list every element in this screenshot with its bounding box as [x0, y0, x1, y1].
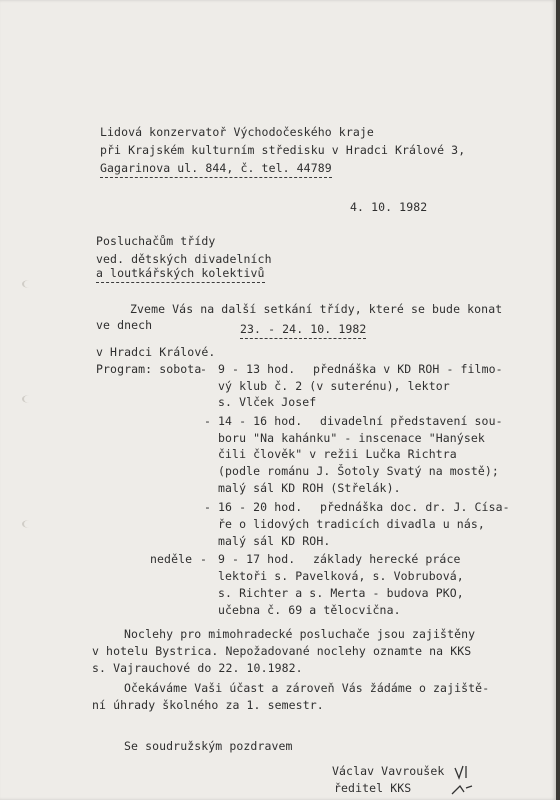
- punch-hole-mark: [22, 395, 36, 403]
- program-item-text: malý sál KD ROH (Střelák).: [218, 481, 401, 495]
- event-dates: 23. - 24. 10. 1982: [240, 322, 366, 339]
- program-item-text: ře o lidových tradicích divadla u nás,: [218, 517, 485, 531]
- dash-marker: -: [204, 414, 212, 428]
- program-item-text: čili člověk" v režii Lučka Richtra: [218, 447, 457, 461]
- sender-line-2: při Krajském kulturním středisku v Hradci Králové 3,: [100, 143, 466, 157]
- program-saturday-label: Program: sobota: [96, 362, 202, 376]
- program-item-text: přednáška doc. dr. J. Císa-: [320, 500, 510, 514]
- letter-date: 4. 10. 1982: [350, 200, 428, 214]
- dash-marker: -: [204, 500, 212, 514]
- sender-line-1: Lidová konzervatoř Východočeského kraje: [100, 125, 374, 139]
- addressee-line-2: ved. dětských divadelních: [96, 252, 272, 266]
- lodging-line-3: s. Vajrauchové do 22. 10.1982.: [92, 661, 303, 675]
- program-item-text: vý klub č. 2 (v suterénu), lektor: [218, 379, 450, 393]
- program-item-text: přednáška v KD ROH - filmo-: [313, 362, 503, 376]
- addressee-line-1: Posluchačům třídy: [96, 234, 216, 248]
- event-place: v Hradci Králové.: [96, 345, 216, 359]
- program-item-time: 16 - 20 hod.: [218, 500, 303, 514]
- program-item-time: 9 - 13 hod.: [218, 362, 296, 376]
- closing-greeting: Se soudružským pozdravem: [124, 739, 293, 753]
- program-item-text: s. Richter a s. Merta - budova PKO,: [218, 586, 464, 600]
- intro-line-2: ve dnech: [96, 318, 153, 332]
- addressee-line-3: a loutkářských kolektivů: [96, 266, 265, 283]
- program-item-text: boru "Na kahánku" - inscenace "Hanýsek: [218, 431, 485, 445]
- fee-line-2: ní úhrady školného za 1. semestr.: [92, 698, 324, 712]
- program-item-text: (podle románu J. Šotoly Svatý na mostě);: [218, 464, 499, 478]
- program-item-text: s. Vlček Josef: [218, 395, 317, 409]
- intro-line-1: Zveme Vás na další setkání třídy, které se bude konat: [130, 302, 503, 316]
- program-item-text: učebna č. 69 a tělocvična.: [218, 603, 401, 617]
- page-edge: [556, 0, 560, 800]
- lodging-line-1: Noclehy pro mimohradecké posluchače jsou zajištěny: [124, 627, 476, 641]
- handwritten-signature: [450, 758, 490, 798]
- program-sunday-label: neděle: [150, 552, 193, 566]
- program-item-text: základy herecké práce: [313, 552, 461, 566]
- program-item-time: 14 - 16 hod.: [218, 414, 303, 428]
- program-item-text: divadelní představení sou-: [320, 414, 503, 428]
- sender-line-3: Gagarinova ul. 844, č. tel. 44789: [100, 161, 332, 178]
- program-item-text: malý sál KD ROH.: [218, 534, 331, 548]
- signatory-title: ředitel KKS: [334, 781, 412, 795]
- lodging-line-2: v hotelu Bystrica. Nepožadované noclehy oznamte na KKS: [92, 644, 472, 658]
- punch-hole-mark: [22, 520, 36, 528]
- fee-line-1: Očekáváme Vaši účast a zároveň Vás žádáme o zajiště-: [124, 681, 490, 695]
- punch-hole-mark: [22, 280, 36, 288]
- dash-marker: -: [200, 552, 208, 566]
- program-item-time: 9 - 17 hod.: [218, 552, 296, 566]
- signatory-name: Václav Vavroušek: [332, 764, 445, 778]
- program-item-text: lektoři s. Pavelková, s. Vobrubová,: [218, 569, 464, 583]
- dash-marker: -: [200, 362, 208, 376]
